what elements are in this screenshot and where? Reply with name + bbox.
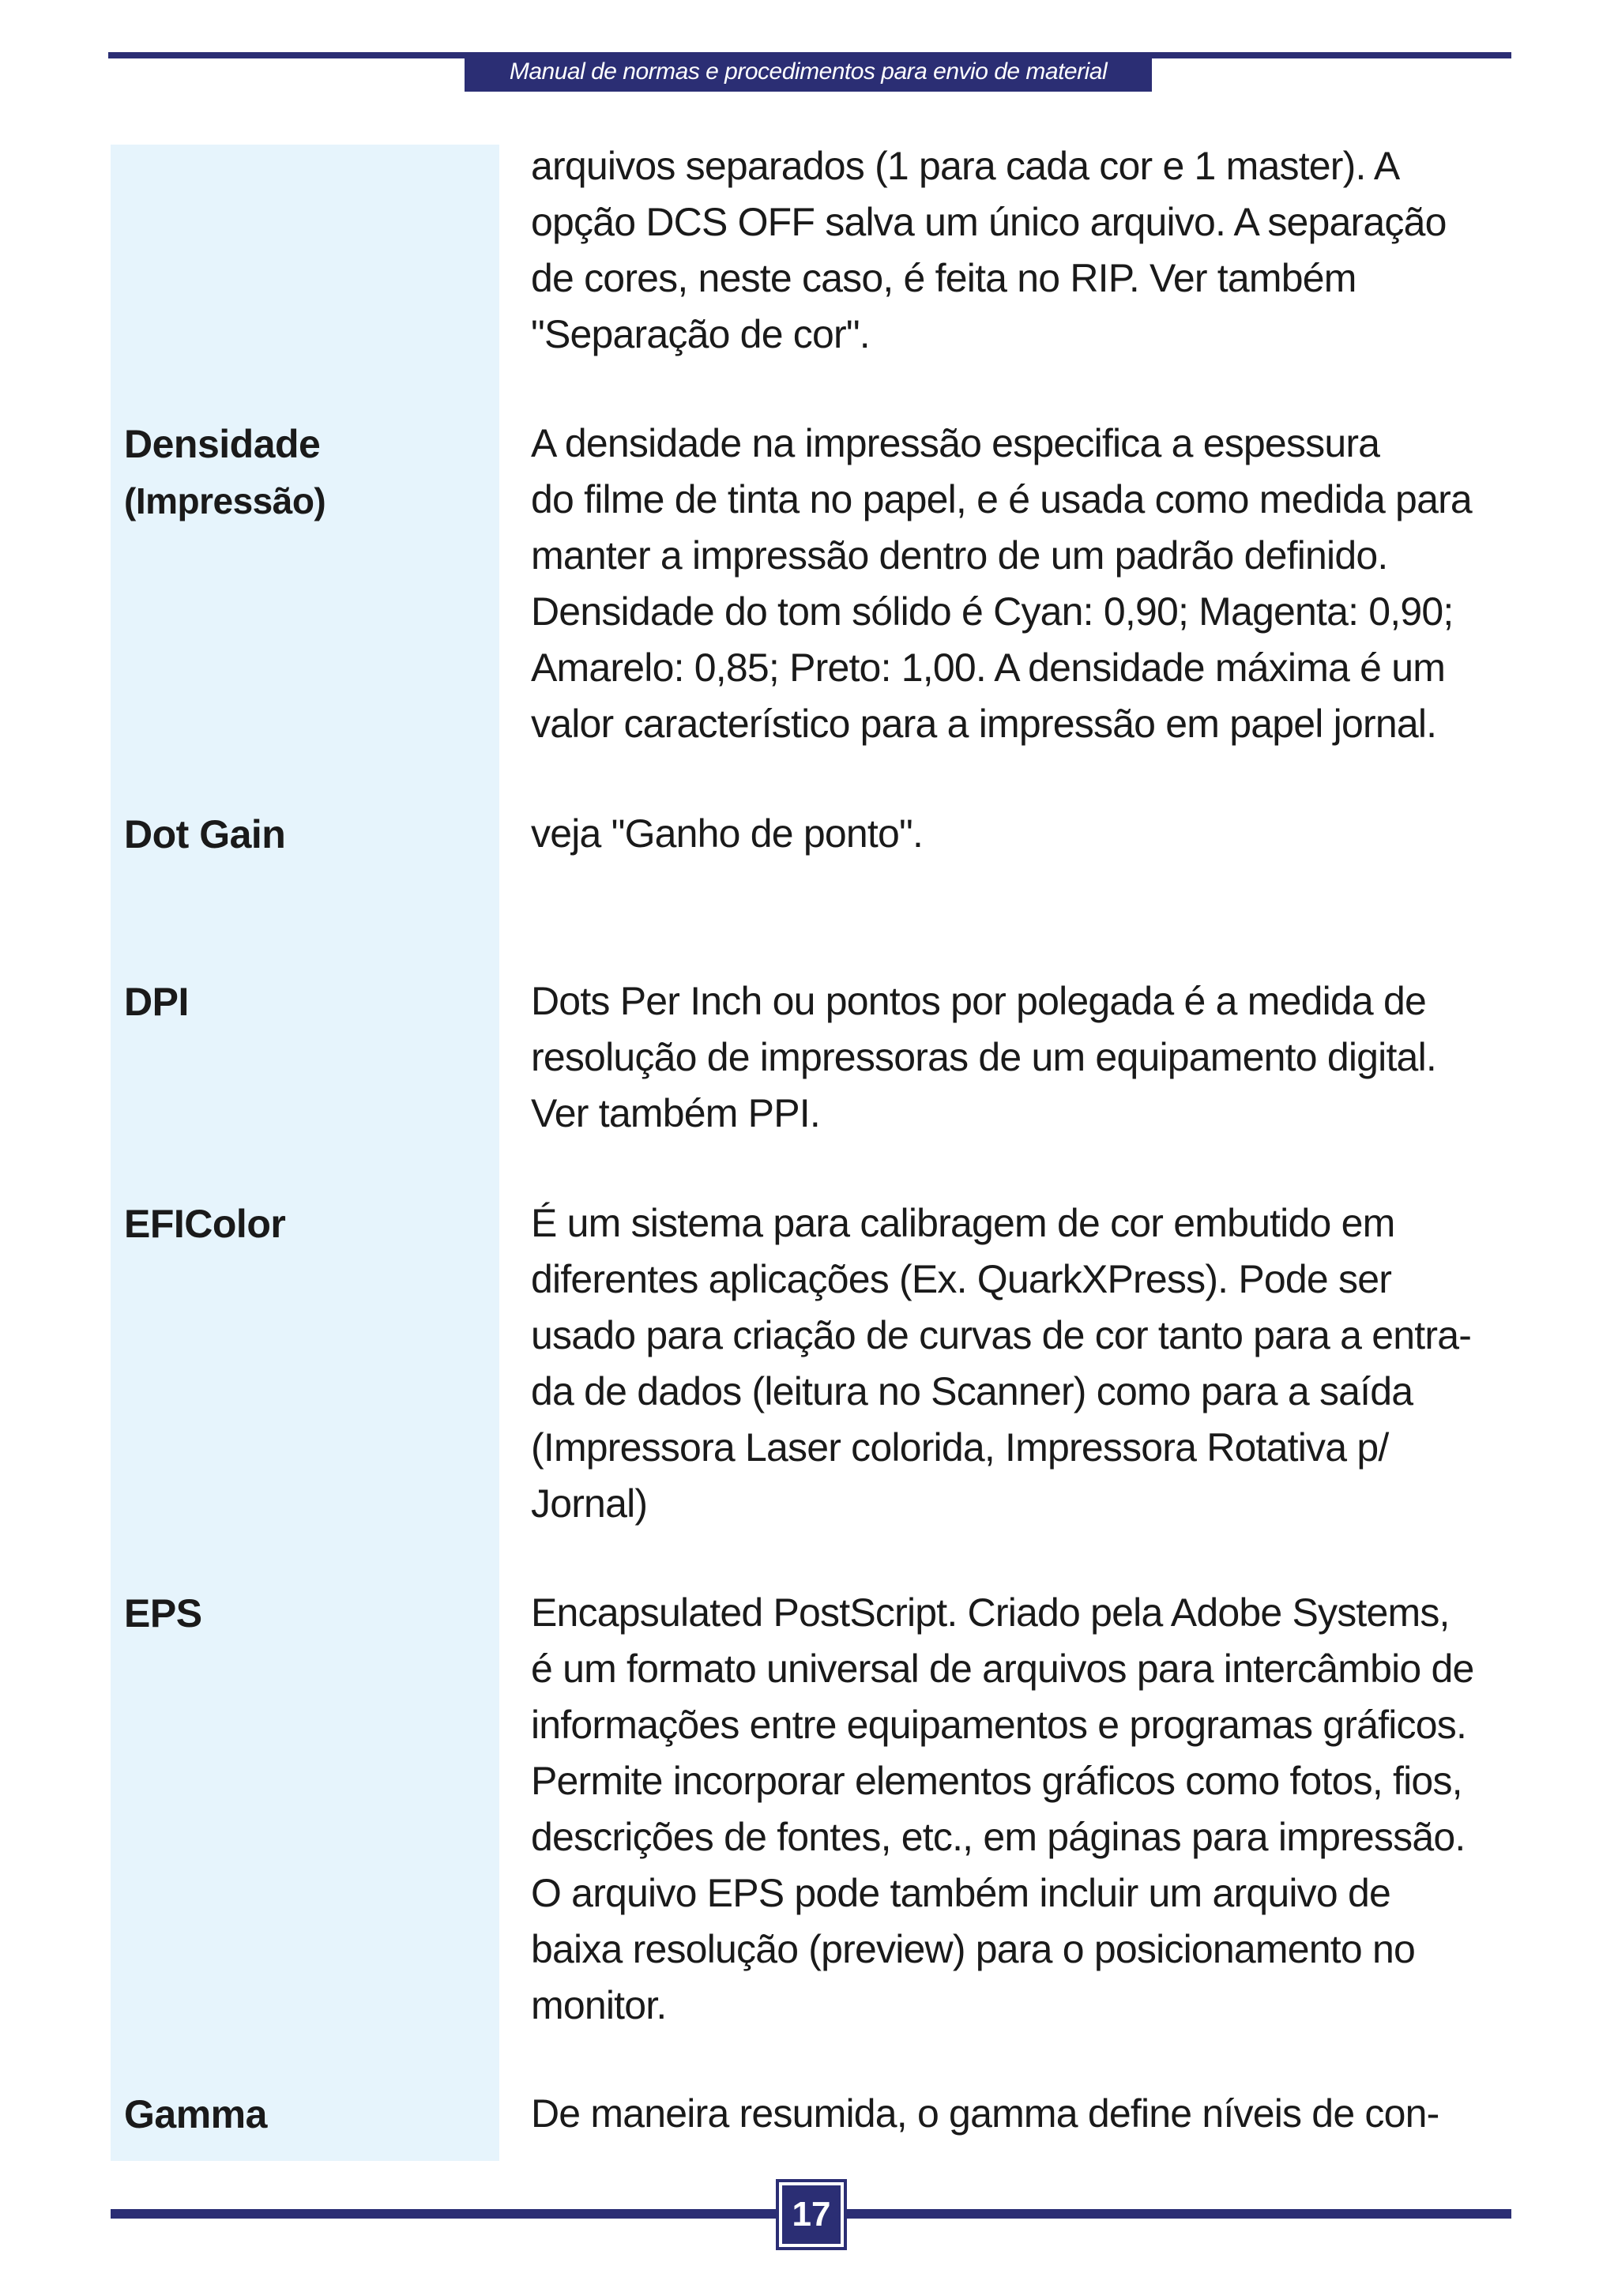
entry-term: EPS: [124, 1591, 202, 1635]
entry-definition: Dots Per Inch ou pontos por polegada é a medida de resolução de impressoras de um equipamento digital. Ver também PPI.: [531, 979, 1436, 1135]
header-title: Manual de normas e procedimentos para envio de material: [465, 52, 1152, 92]
entry-term-label: Densidade: [124, 422, 321, 466]
entry-definition: A densidade na impressão especifica a espessura do filme de tinta no papel, e é usada como medida para manter a impressão dentro de um padrão definido. Densidade do tom sólido é Cyan: 0,90; Magenta: 0,90; Amarelo: 0,85; Preto: 1,00. A densidade máxima é um valor característico para a impressão em papel jornal.: [531, 421, 1472, 746]
entry-term: Gamma: [124, 2092, 267, 2136]
entry-definition: É um sistema para calibragem de cor embutido em diferentes aplicações (Ex. QuarkXPress). Pode ser usado para criação de curvas de cor tanto para a entra- da de dados (leitura no Scanner) como para a saída (Impressora Laser colorida, Impressora Rotativa p/ Jornal): [531, 1201, 1472, 1526]
entry-term: EFIColor: [124, 1202, 286, 1246]
entry-definition: Encapsulated PostScript. Criado pela Adobe Systems, é um formato universal de arquivos para intercâmbio de informações entre equipamentos e programas gráficos. Permite incorporar elementos gráficos como fotos, fios, descrições de fontes, etc., em páginas para impressão. O arquivo EPS pode também incluir um arquivo de baixa resolução (preview) para o posicionamento no monitor.: [531, 1590, 1474, 2027]
intro-text: arquivos separados (1 para cada cor e 1 master). A opção DCS OFF salva um único arquivo. A separação de cores, neste caso, é feita no RIP. Ver também "Separação de cor".: [531, 144, 1447, 356]
entry-term: Dot Gain: [124, 812, 286, 856]
entry-term: DPI: [124, 980, 189, 1024]
entry-term: [124, 416, 487, 529]
entry-subterm: (Impressão): [124, 480, 326, 521]
page-number: 17: [779, 2182, 844, 2247]
entry-definition: veja "Ganho de ponto".: [531, 811, 924, 856]
entry-definition: De maneira resumida, o gamma define níveis de con-: [531, 2091, 1439, 2136]
